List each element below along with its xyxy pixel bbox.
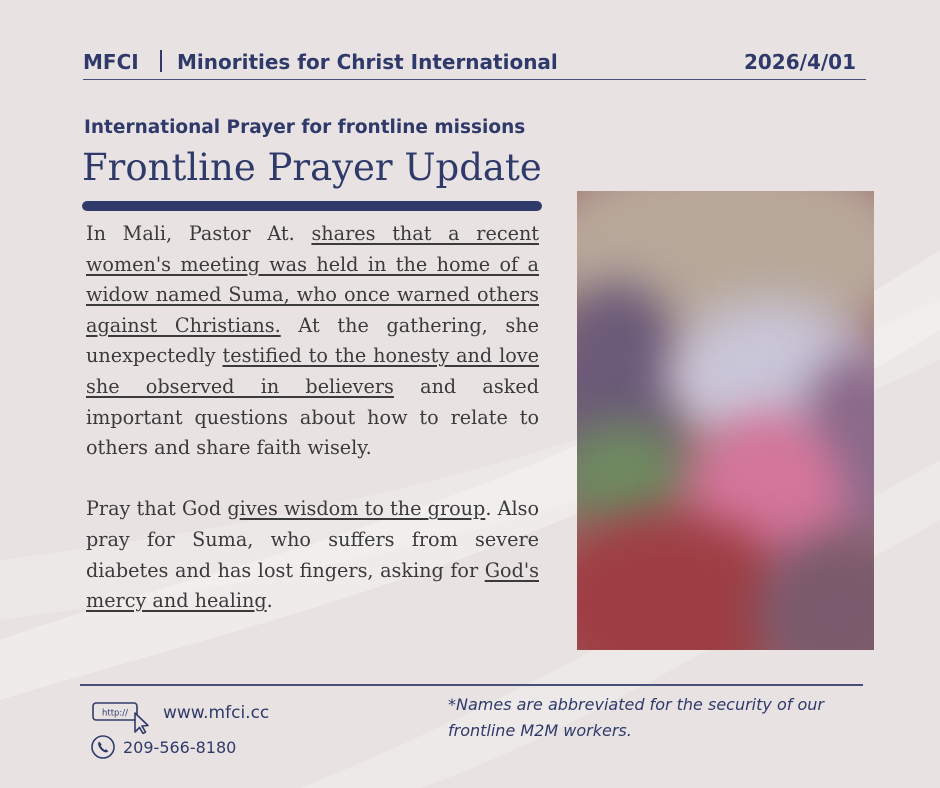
organization-name: Minorities for Christ International <box>177 50 558 74</box>
paragraph-1 <box>86 219 539 464</box>
underlined-text: testified to the honesty and love she observed in believers <box>86 344 540 398</box>
article-body <box>86 219 539 617</box>
underlined-text: shares that a recent women's meeting was held in the home of a widow named Suma, who once warned others against Christians. <box>86 222 540 337</box>
underlined-text: God's mercy and healing <box>86 558 539 613</box>
paragraph-2 <box>86 494 539 616</box>
phone-icon <box>91 735 115 759</box>
blurred-photo <box>577 191 874 650</box>
web-icon-label: http:// <box>101 708 129 719</box>
text-span: . <box>266 589 273 613</box>
page-title: Frontline Prayer Update <box>82 146 542 189</box>
publish-date: 2026/4/01 <box>743 50 856 74</box>
text-span: In Mali, Pastor At. <box>86 222 312 245</box>
kicker-subtitle: International Prayer for frontline missions <box>84 117 526 138</box>
phone-number[interactable]: 209-566-8180 <box>123 738 237 757</box>
website-link[interactable]: www.mfci.cc <box>163 703 270 723</box>
cursor-browser-icon <box>92 700 154 734</box>
title-underline-bar <box>82 201 542 211</box>
security-note: *Names are abbreviated for the security of our frontline M2M workers. <box>448 695 824 740</box>
text-span: Pray that God g <box>86 497 240 521</box>
text-span: and asked important questions about how to relate to others and share faith wisely. <box>86 374 539 460</box>
text-span: . Also pray for Suma, who suffers from severe diabetes and has lost fingers, asking for <box>86 497 540 582</box>
text-span: At the gathering, she unexpectedly <box>86 313 539 368</box>
header-bar <box>83 47 866 80</box>
footer-divider <box>80 684 863 686</box>
underlined-text: ives wisdom to the group <box>239 497 486 521</box>
brand-abbreviation: MFCI <box>83 50 139 74</box>
header-divider <box>160 50 162 72</box>
